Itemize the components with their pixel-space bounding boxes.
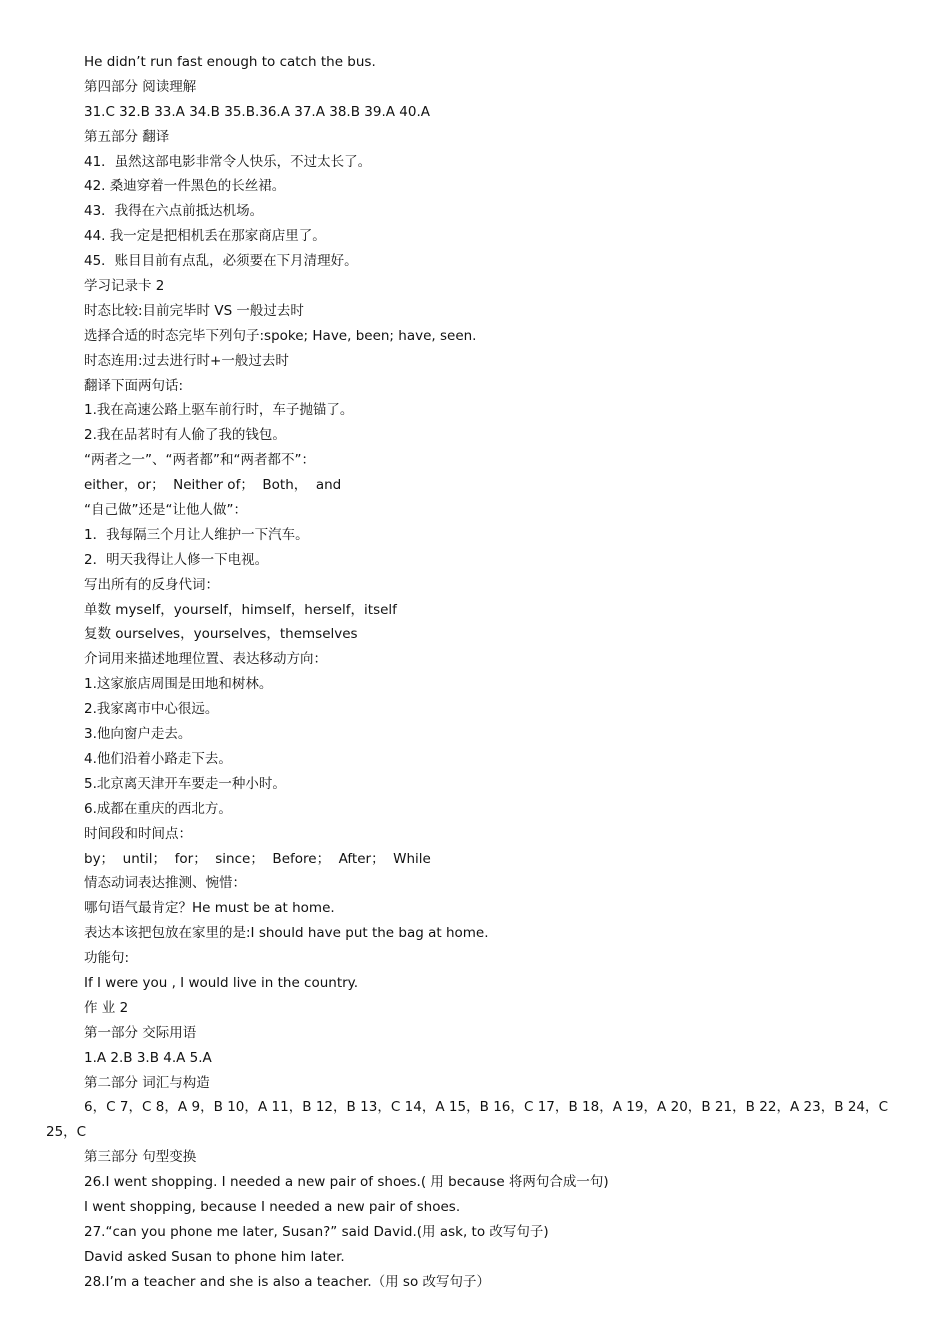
text-line: 功能句: (84, 950, 130, 967)
text-line: 时间段和时间点： (84, 825, 192, 842)
text-line: 41．虽然这部电影非常令人快乐，不过太长了。 (84, 153, 372, 170)
text-line: 表达本该把包放在家里的是:I should have put the bag at home. (84, 925, 489, 942)
text-line: 5.北京离天津开车要走一种小时。 (84, 775, 286, 792)
text-line: David asked Susan to phone him later. (84, 1248, 345, 1265)
text-line: 2．明天我得让人修一下电视。 (84, 551, 269, 568)
text-line: 2.我在品茗时有人偷了我的钱包。 (84, 427, 286, 444)
section-heading: 学习记录卡 2 (84, 278, 165, 295)
text-line: either，or； Neither of； Both， and (84, 477, 342, 494)
section-heading: 第五部分 翻译 (84, 128, 170, 145)
section-heading: 第三部分 句型变换 (84, 1149, 197, 1166)
text-line: 时态连用:过去进行时+一般过去时 (84, 352, 289, 369)
answer-line-continued: 25，C (46, 1124, 87, 1141)
text-line: If I were you , I would live in the country. (84, 974, 359, 991)
text-line: “两者之一”、“两者都”和“两者都不”： (84, 452, 315, 469)
text-line: 翻译下面两句话: (84, 377, 184, 394)
text-line: I went shopping, because I needed a new pair of shoes. (84, 1198, 461, 1215)
text-line: 2.我家离市中心很远。 (84, 701, 219, 718)
text-line: 哪句语气最肯定？He must be at home. (84, 900, 335, 917)
text-line: 43．我得在六点前抵达机场。 (84, 203, 264, 220)
text-line: 介词用来描述地理位置、表达移动方向： (84, 651, 327, 668)
text-line: 1.这家旅店周围是田地和树林。 (84, 676, 273, 693)
text-line: 写出所有的反身代词： (84, 576, 219, 593)
text-line: 44. 我一定是把相机丢在那家商店里了。 (84, 228, 326, 245)
text-line: 28.I’m a teacher and she is also a teacher.（用 so 改写句子） (84, 1273, 491, 1290)
text-line: 6.成都在重庆的西北方。 (84, 800, 232, 817)
text-line: 1.我在高速公路上驱车前行时，车子抛锚了。 (84, 402, 354, 419)
text-line: 3.他向窗户走去。 (84, 726, 192, 743)
text-line: 复数 ourselves，yourselves，themselves (84, 626, 358, 643)
text-line: He didn’t run fast enough to catch the bus. (84, 54, 376, 70)
answer-line: 31.C 32.B 33.A 34.B 35.B.36.A 37.A 38.B 39.A 40.A (84, 103, 430, 120)
text-line: 27.“can you phone me later, Susan?” said David.(用 ask, to 改写句子) (84, 1223, 549, 1240)
section-heading: 第四部分 阅读理解 (84, 78, 197, 95)
answer-line: 6，C 7，C 8，A 9，B 10，A 11，B 12，B 13，C 14，A 15，B 16，C 17，B 18，A 19，A 20，B 21，B 22，A 23，B 24，C (84, 1099, 888, 1116)
section-heading: 第一部分 交际用语 (84, 1024, 197, 1041)
text-line: “自己做”还是“让他人做”： (84, 502, 247, 519)
text-line: 情态动词表达推测、惋惜： (84, 875, 246, 892)
text-line: 1．我每隔三个月让人维护一下汽车。 (84, 526, 309, 543)
answer-line: 1.A 2.B 3.B 4.A 5.A (84, 1049, 212, 1066)
text-line: by； until； for； since； Before； After； While (84, 850, 431, 867)
text-line: 选择合适的时态完毕下列句子:spoke; Have, been; have, seen. (84, 327, 477, 344)
document-page (0, 50, 950, 1295)
section-heading: 作 业 2 (84, 999, 129, 1016)
text-line: 时态比较:目前完毕时 VS 一般过去时 (84, 302, 304, 319)
text-line: 45．账目目前有点乱，必须要在下月清理好。 (84, 253, 358, 270)
text-line: 4.他们沿着小路走下去。 (84, 750, 232, 767)
text-line: 单数 myself，yourself，himself，herself，itself (84, 601, 397, 618)
section-heading: 第二部分 词汇与构造 (84, 1074, 210, 1091)
text-line: 42. 桑迪穿着一件黑色的长丝裙。 (84, 178, 286, 195)
text-line: 26.I went shopping. I needed a new pair of shoes.( 用 because 将两句合成一句) (84, 1174, 609, 1191)
